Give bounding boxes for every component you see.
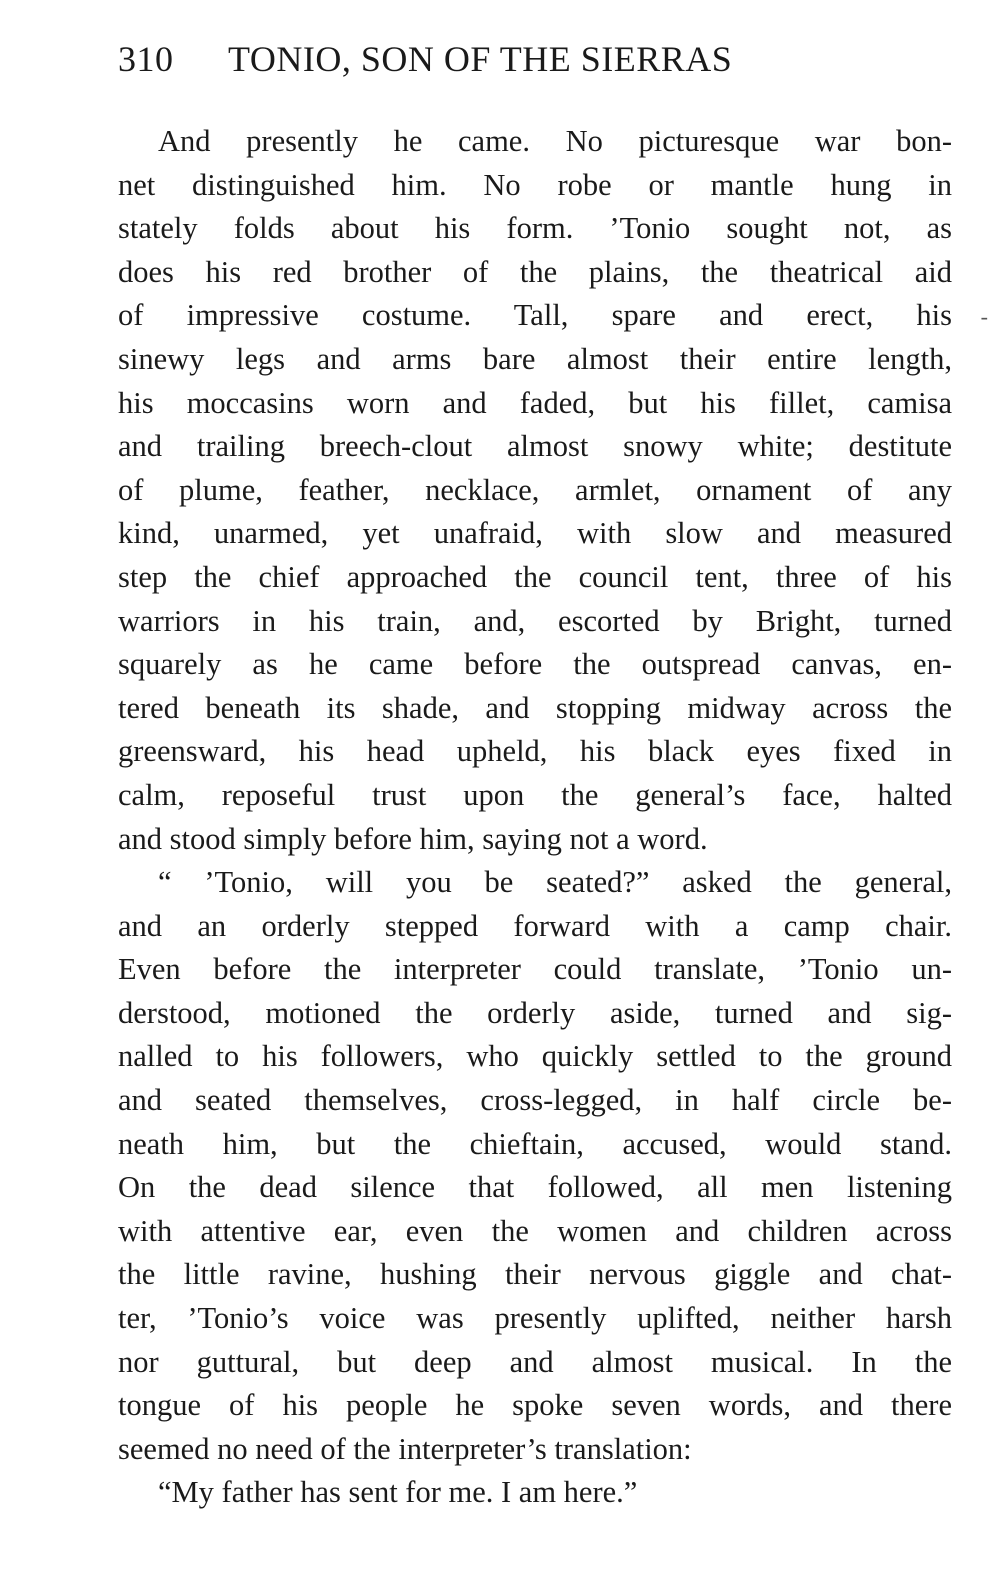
margin-mark: - bbox=[980, 304, 988, 329]
text-line: net distinguished him. No robe or mantle hung in bbox=[118, 167, 952, 202]
text-line: tongue of his people he spoke seven words, and there bbox=[118, 1388, 952, 1423]
text-line: “My father has sent for me. I am here.” bbox=[158, 1475, 638, 1510]
text-line: and trailing breech-clout almost snowy white; destitute bbox=[118, 429, 952, 464]
text-line: his moccasins worn and faded, but his fillet, camisa bbox=[118, 385, 952, 420]
text-line: “ ’Tonio, will you be seated?” asked the general, bbox=[158, 865, 952, 900]
text-line: derstood, motioned the orderly aside, turned and sig- bbox=[118, 995, 952, 1030]
text-line: squarely as he came before the outspread canvas, en- bbox=[118, 647, 952, 682]
text-line: sinewy legs and arms bare almost their entire length, bbox=[118, 341, 952, 376]
text-line: warriors in his train, and, escorted by Bright, turned bbox=[118, 603, 952, 638]
text-line: of impressive costume. Tall, spare and erect, his bbox=[118, 298, 952, 333]
running-head bbox=[118, 38, 878, 88]
text-line: step the chief approached the council tent, three of his bbox=[118, 559, 952, 594]
text-line: On the dead silence that followed, all men listening bbox=[118, 1170, 952, 1205]
text-line: neath him, but the chieftain, accused, would stand. bbox=[118, 1126, 952, 1161]
text-line: calm, reposeful trust upon the general’s face, halted bbox=[118, 777, 952, 812]
text-line: the little ravine, hushing their nervous giggle and chat- bbox=[118, 1257, 952, 1292]
text-line: Even before the interpreter could translate, ’Tonio un- bbox=[118, 952, 952, 987]
body-text bbox=[118, 120, 952, 1515]
text-line: kind, unarmed, yet unafraid, with slow and measured bbox=[118, 516, 952, 551]
text-line: and an orderly stepped forward with a camp chair. bbox=[118, 908, 952, 943]
text-line: tered beneath its shade, and stopping midway across the bbox=[118, 690, 952, 725]
text-line: nalled to his followers, who quickly settled to the ground bbox=[118, 1039, 952, 1074]
text-line: ter, ’Tonio’s voice was presently uplifted, neither harsh bbox=[118, 1301, 952, 1336]
text-line: and stood simply before him, saying not a word. bbox=[118, 821, 708, 856]
text-line: stately folds about his form. ’Tonio sought not, as bbox=[118, 211, 952, 246]
page-number: 310 bbox=[118, 39, 174, 79]
text-line: with attentive ear, even the women and children across bbox=[118, 1213, 952, 1248]
text-line: greensward, his head upheld, his black eyes fixed in bbox=[118, 734, 952, 769]
text-line: does his red brother of the plains, the theatrical aid bbox=[118, 254, 952, 289]
text-line: nor guttural, but deep and almost musical. In the bbox=[118, 1344, 952, 1379]
text-line: seemed no need of the interpreter’s translation: bbox=[118, 1431, 692, 1466]
text-line: and seated themselves, cross-legged, in half circle be- bbox=[118, 1083, 952, 1118]
text-line: And presently he came. No picturesque war bon- bbox=[158, 124, 952, 158]
text-line: of plume, feather, necklace, armlet, ornament of any bbox=[118, 472, 952, 507]
book-title: TONIO, SON OF THE SIERRAS bbox=[228, 39, 733, 79]
